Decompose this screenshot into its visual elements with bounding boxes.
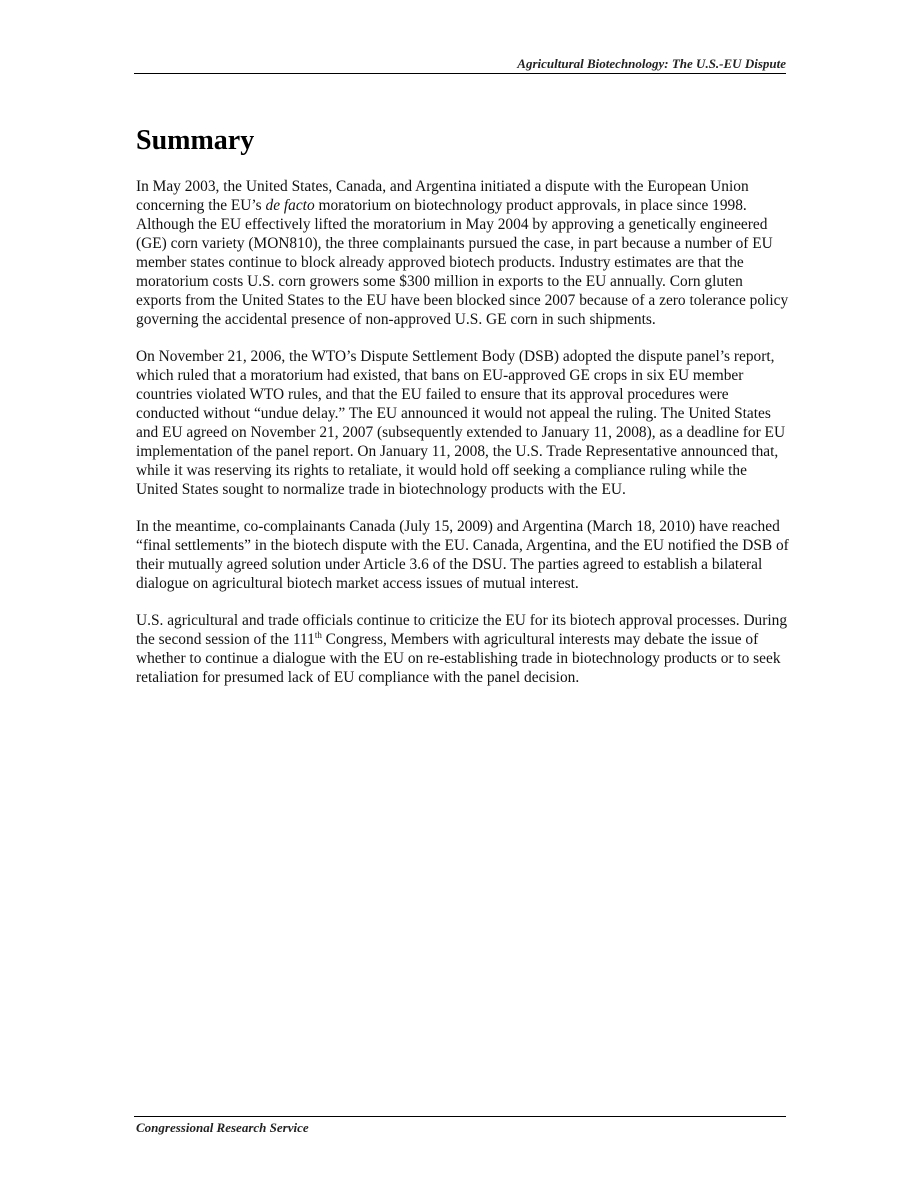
paragraph-1 <box>136 177 790 329</box>
summary-body <box>136 177 790 705</box>
footer-divider <box>134 1116 786 1117</box>
paragraph-1-text-a: In May 2003, the United States, Canada, and Argentina initiated a dispute with the European Union concerning the EU’s <box>136 178 749 214</box>
paragraph-1-text-b: moratorium on biotechnology product approvals, in place since 1998. Although the EU effectively lifted the moratorium in May 2004 by approving a genetically engineered (GE) corn variety (MON810), the three complainants pursued the case, in part because a number of EU member states continue to block already approved biotech products. Industry estimates are that the moratorium costs U.S. corn growers some $300 million in exports to the EU annually. Corn gluten exports from the United States to the EU have been blocked since 2007 because of a zero tolerance policy governing the accidental presence of non-approved U.S. GE corn in such shipments. <box>136 197 789 328</box>
paragraph-4-text-b: Congress, Members with agricultural interests may debate the issue of whether to continue a dialogue with the EU on re-establishing trade in biotechnology products or to seek retaliation for presumed lack of EU compliance with the panel decision. <box>136 631 781 686</box>
header-divider <box>134 73 786 74</box>
paragraph-1-italic-term: de facto <box>265 197 315 214</box>
paragraph-4-text-a: U.S. agricultural and trade officials continue to criticize the EU for its biotech approval processes. During the second session of the 111 <box>136 612 788 648</box>
section-title: Summary <box>136 125 255 156</box>
running-header: Agricultural Biotechnology: The U.S.-EU Dispute <box>517 56 786 71</box>
running-footer: Congressional Research Service <box>136 1120 309 1135</box>
paragraph-3: In the meantime, co-complainants Canada (July 15, 2009) and Argentina (March 18, 2010) have reached “final settlements” in the biotech dispute with the EU. Canada, Argentina, and the EU notified the DSB of their mutually agreed solution under Article 3.6 of the DSU. The parties agreed to establish a bilateral dialogue on agricultural biotech market access issues of mutual interest. <box>136 518 789 592</box>
ordinal-superscript: th <box>314 630 322 640</box>
paragraph-2: On November 21, 2006, the WTO’s Dispute Settlement Body (DSB) adopted the dispute panel’s report, which ruled that a moratorium had existed, that bans on EU-approved GE crops in six EU member countries violated WTO rules, and that the EU failed to ensure that its approval procedures were conducted without “undue delay.” The EU announced it would not appeal the ruling. The United States and EU agreed on November 21, 2007 (subsequently extended to January 11, 2008), as a deadline for EU implementation of the panel report. On January 11, 2008, the U.S. Trade Representative announced that, while it was reserving its rights to retaliate, it would hold off seeking a compliance ruling while the United States sought to normalize trade in biotechnology products with the EU. <box>136 348 786 498</box>
paragraph-4 <box>136 611 790 687</box>
